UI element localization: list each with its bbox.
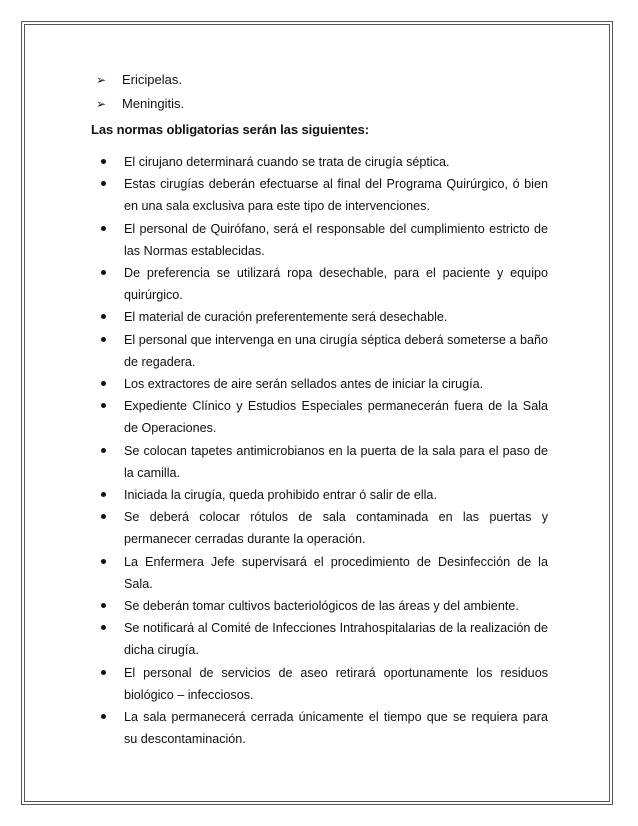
bullet-dot-icon — [101, 226, 106, 231]
rules-list — [96, 151, 548, 750]
arrow-list-item — [96, 92, 184, 116]
rule-text: El material de curación preferentemente será desechable. — [124, 310, 448, 325]
rule-text: Se deberá colocar rótulos de sala contaminada en las puertas y permanecer cerradas durante la operación. — [124, 510, 548, 547]
rule-item — [96, 151, 548, 173]
arrow-bullet-icon: ➢ — [96, 73, 107, 87]
rule-text: Se notificará al Comité de Infecciones Intrahospitalarias de la realización de dicha cirugía. — [124, 621, 548, 658]
rule-item — [96, 395, 548, 439]
bullet-dot-icon — [101, 159, 106, 164]
rule-text: El personal de servicios de aseo retirará oportunamente los residuos biológico – infecciosos. — [124, 665, 548, 702]
arrow-bullet-icon: ➢ — [96, 97, 107, 111]
rule-text: Se deberán tomar cultivos bacteriológicos de las áreas y del ambiente. — [124, 599, 519, 614]
rule-text: Los extractores de aire serán sellados antes de iniciar la cirugía. — [124, 377, 484, 392]
rule-item — [96, 706, 548, 750]
bullet-dot-icon — [101, 603, 106, 608]
bullet-dot-icon — [101, 492, 106, 497]
rule-text: Iniciada la cirugía, queda prohibido entrar ó salir de ella. — [124, 488, 437, 503]
rule-item — [96, 662, 548, 706]
rule-text: El personal de Quirófano, será el responsable del cumplimiento estricto de las Normas establecidas. — [124, 221, 548, 258]
rule-item — [96, 329, 548, 373]
bullet-dot-icon — [101, 314, 106, 319]
arrow-list — [96, 68, 184, 116]
rule-item — [96, 595, 548, 617]
rule-text: La Enfermera Jefe supervisará el procedimiento de Desinfección de la Sala. — [124, 554, 548, 591]
rule-text: Expediente Clínico y Estudios Especiales permanecerán fuera de la Sala de Operaciones. — [124, 399, 548, 436]
rule-item — [96, 262, 548, 306]
rule-text: El cirujano determinará cuando se trata de cirugía séptica. — [124, 155, 450, 169]
bullet-dot-icon — [101, 448, 106, 453]
bullet-dot-icon — [101, 403, 106, 408]
rule-item — [96, 373, 548, 395]
rule-item — [96, 506, 548, 550]
rule-text: La sala permanecerá cerrada únicamente el tiempo que se requiera para su descontaminación. — [124, 710, 548, 747]
bullet-dot-icon — [101, 625, 106, 630]
rule-item — [96, 484, 548, 506]
rule-item — [96, 440, 548, 484]
rule-item — [96, 218, 548, 262]
bullet-dot-icon — [101, 514, 106, 519]
bullet-dot-icon — [101, 670, 106, 675]
bullet-dot-icon — [101, 181, 106, 186]
bullet-dot-icon — [101, 337, 106, 342]
arrow-item-text: Meningitis. — [122, 96, 185, 111]
rule-text: Se colocan tapetes antimicrobianos en la puerta de la sala para el paso de la camilla. — [124, 443, 548, 480]
section-heading: Las normas obligatorias serán las siguientes: — [91, 122, 369, 137]
bullet-dot-icon — [101, 381, 106, 386]
rule-item — [96, 551, 548, 595]
rule-text: Estas cirugías deberán efectuarse al final del Programa Quirúrgico, ó bien en una sala exclusiva para este tipo de intervenciones. — [124, 177, 548, 214]
rule-text: El personal que intervenga en una cirugía séptica deberá someterse a baño de regadera. — [124, 332, 548, 369]
arrow-list-item — [96, 68, 184, 92]
rule-item — [96, 173, 548, 217]
bullet-dot-icon — [101, 270, 106, 275]
rule-text: De preferencia se utilizará ropa desechable, para el paciente y equipo quirúrgico. — [124, 266, 548, 303]
bullet-dot-icon — [101, 714, 106, 719]
rule-item — [96, 617, 548, 661]
rule-item — [96, 306, 548, 328]
arrow-item-text: Ericipelas. — [122, 72, 182, 87]
bullet-dot-icon — [101, 559, 106, 564]
